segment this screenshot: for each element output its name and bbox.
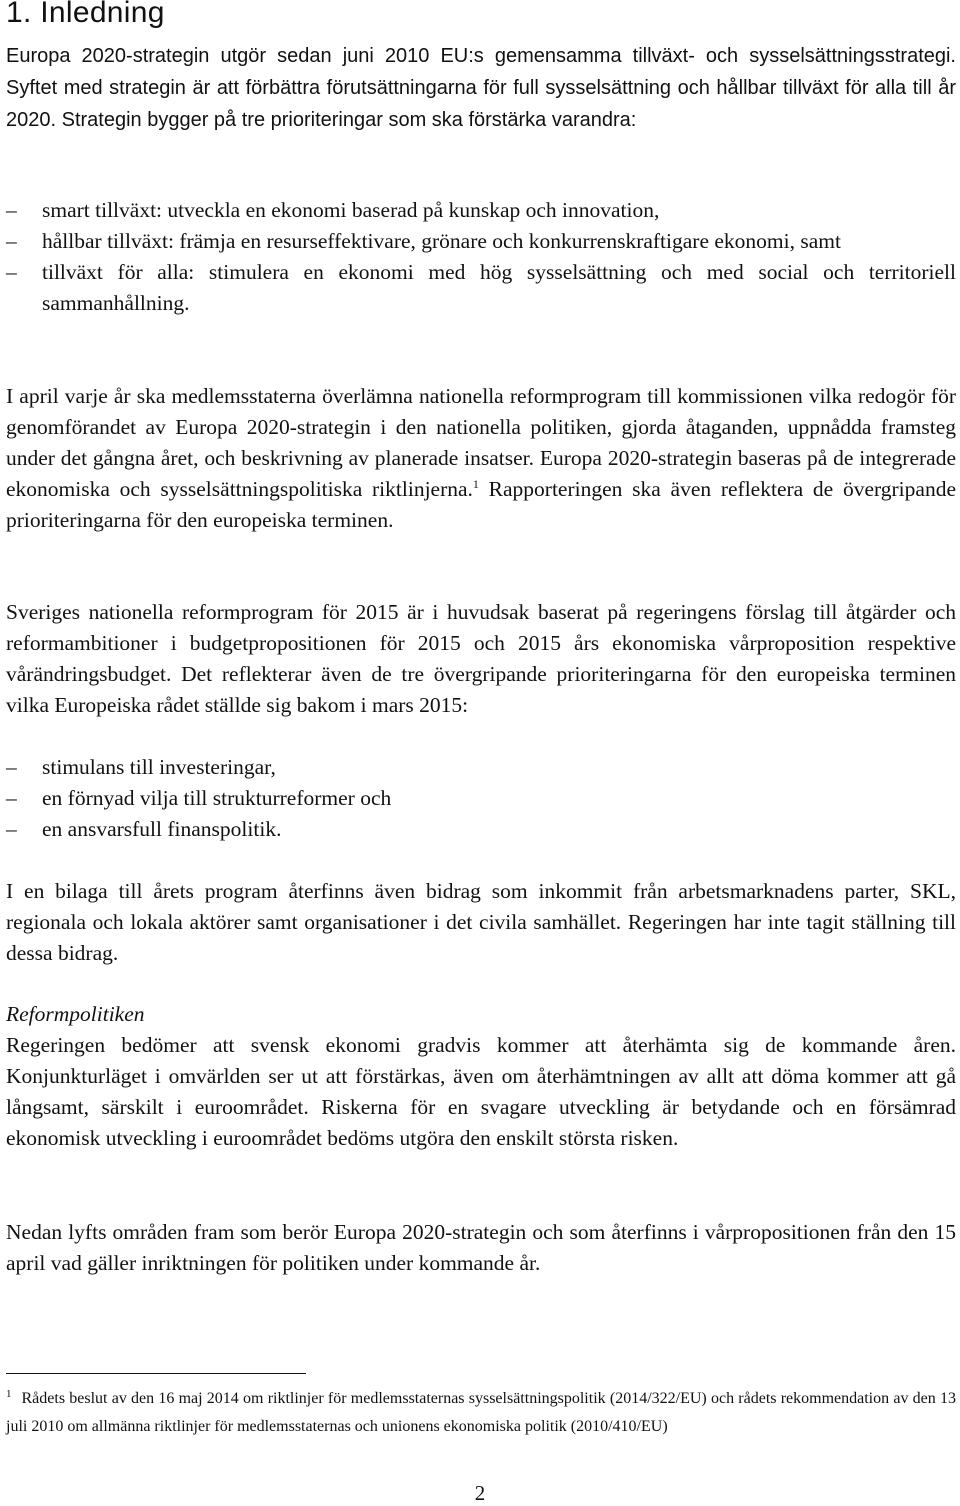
section-heading: 1. Inledning <box>6 0 165 29</box>
nedan-paragraph: Nedan lyfts områden fram som berör Europa 2020-strategin och som återfinns i vårpropositionen från den 15 april vad gäller inriktningen för politiken under kommande år. <box>6 1220 956 1275</box>
footnote-reference[interactable]: 1 <box>472 476 479 491</box>
footnote-text: Rådets beslut av den 16 maj 2014 om riktlinjer för medlemsstaternas sysselsättningspolitik (2014/322/EU) och rådets rekommendation av den 13 juli 2010 om allmänna riktlinjer för medlemsstaternas och unionens ekonomiska politik (2010/410/EU) <box>6 1390 956 1435</box>
bilaga-paragraph: I en bilaga till årets program återfinns även bidrag som inkommit från arbetsmarknadens parter, SKL, regionala och lokala aktörer samt organisationer i det civila samhället. Regeringen har inte tagit ställning till dessa bidrag. <box>6 879 956 965</box>
april-paragraph <box>6 381 956 536</box>
council-priorities-list <box>6 752 956 845</box>
reform-paragraph: Regeringen bedömer att svensk ekonomi gradvis kommer att återhämta sig de kommande åren. Konjunkturläget i omvärlden ser ut att förstärkas, även om återhämtningen av allt att döma kommer att gå långsamt, särskilt i euroområdet. Riskerna för en svagare utveckling är betydande och en försämrad ekonomisk utveckling i euroområdet bedöms utgöra den enskilt största risken. <box>6 1033 956 1150</box>
list-item <box>6 752 956 783</box>
dash-marker: – <box>6 755 17 779</box>
list-item <box>6 814 956 845</box>
april-text-continued: Rapporteringen ska även reflektera de övergripande prioriteringarna för den europeiska terminen. <box>6 477 956 532</box>
intro-text: Europa 2020-strategin utgör sedan juni 2010 EU:s gemensamma tillväxt- och sysselsättningsstrategi. Syftet med strategin är att förbättra förutsättningarna för full sysselsättning och hållbar tillväxt för alla till år 2020. Strategin bygger på tre prioriteringar som ska förstärka varandra: <box>6 45 956 131</box>
list-item-text: tillväxt för alla: stimulera en ekonomi med hög sysselsättning och med social och territoriell sammanhållning. <box>42 260 956 315</box>
list-item-text: smart tillväxt: utveckla en ekonomi baserad på kunskap och innovation, <box>42 198 660 222</box>
list-item <box>6 783 956 814</box>
sverige-paragraph: Sveriges nationella reformprogram för 2015 är i huvudsak baserat på regeringens förslag till åtgärder och reformambitioner i budgetpropositionen för 2015 och 2015 års ekonomiska vårproposition respektive vårändringsbudget. Det reflekterar även de tre övergripande prioriteringarna för den europeiska terminen vilka Europeiska rådet ställde sig bakom i mars 2015: <box>6 600 956 717</box>
list-item <box>6 257 956 319</box>
dash-marker: – <box>6 817 17 841</box>
list-item <box>6 226 956 257</box>
subheading: Reformpolitiken <box>6 1002 145 1026</box>
page-number: 2 <box>474 1481 486 1505</box>
dash-marker: – <box>6 229 17 253</box>
dash-marker: – <box>6 786 17 810</box>
list-item-text: hållbar tillväxt: främja en resurseffektivare, grönare och konkurrenskraftigare ekonomi, samt <box>42 229 841 253</box>
intro-paragraph <box>6 40 956 136</box>
list-item-text: en förnyad vilja till strukturreformer och <box>42 786 392 810</box>
footnote-divider <box>6 1373 306 1374</box>
list-item <box>6 195 956 226</box>
priorities-list <box>6 195 956 319</box>
dash-marker: – <box>6 260 17 284</box>
dash-marker: – <box>6 198 17 222</box>
list-item-text: stimulans till investeringar, <box>42 755 276 779</box>
footnote <box>6 1385 956 1441</box>
april-text: I april varje år ska medlemsstaterna överlämna nationella reformprogram till kommissionen vilka redogör för genomförandet av Europa 2020-strategin i den nationella politiken, gjorda åtaganden, uppnådda framsteg under det gångna året, och beskrivning av planerade insatser. Europa 2020-strategin baseras på de integrerade ekonomiska och sysselsättningspolitiska riktlinjerna. <box>6 384 956 501</box>
list-item-text: en ansvarsfull finanspolitik. <box>42 817 282 841</box>
footnote-number: 1 <box>6 1387 12 1400</box>
